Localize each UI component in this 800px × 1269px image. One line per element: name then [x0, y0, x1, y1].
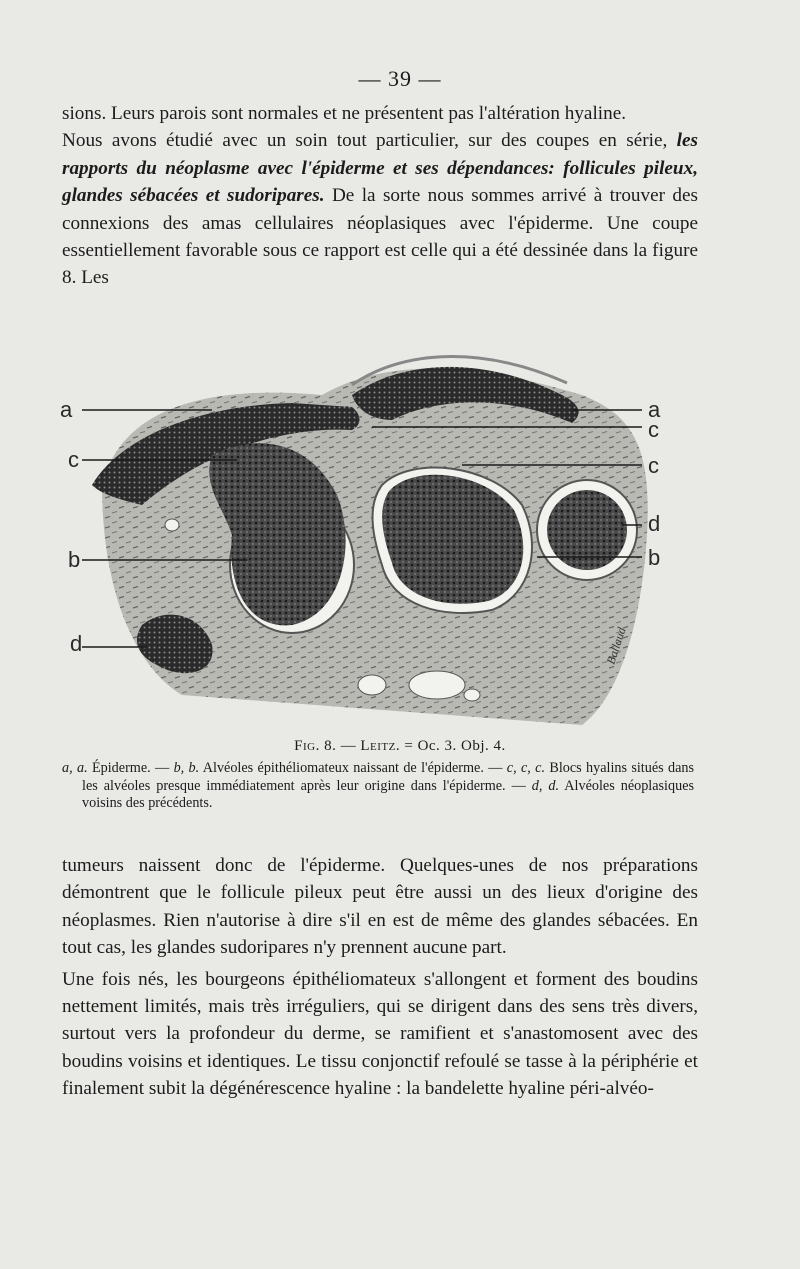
paragraph-bourgeons: Une fois nés, les bourgeons épithéliomateux s'allongent et forment des boudins nettement limités, mais très irréguliers, qui se dirigent dans des sens très divers, surtout vers la profondeur du derme, se ramifient et s'anastomosent avec des boudins voisins et identiques. Le tissu conjonctif refoulé se tasse à la périphérie et finalement subit la dégénérescence hyaline : la bandelette hyaline péri-alvéo-	[62, 968, 698, 1100]
legend-text-d: Alvéoles néoplasiques voisins des précédents.	[82, 777, 695, 811]
paragraph-continuation: sions. Leurs parois sont normales et ne présentent pas l'altération hyaline.	[62, 103, 627, 124]
legend-text-b: Alvéoles épithéliomateux naissant de l'épiderme. —	[199, 760, 507, 776]
label-b-left: b	[68, 547, 81, 572]
label-b-right: b	[648, 545, 661, 570]
legend-text-a: Épiderme. —	[87, 760, 174, 776]
figure-8-illustration	[62, 335, 698, 730]
top-text-block	[62, 100, 698, 292]
caption-dash: —	[336, 738, 361, 754]
paragraph-rapports	[62, 127, 698, 291]
label-d-right: d	[648, 511, 661, 536]
label-d-left: d	[70, 631, 83, 656]
figure-caption-title	[0, 738, 800, 755]
label-a-right: a	[648, 397, 661, 422]
paragraph-rapports-start: Nous avons étudié avec un soin tout particulier, sur des coupes en série,	[62, 130, 677, 152]
bottom-text-block	[62, 852, 698, 1103]
caption-lens: = Oc. 3. Obj. 4.	[400, 738, 506, 754]
figure-caption-legend	[62, 760, 694, 813]
alveolus-right	[547, 490, 627, 570]
label-c-left: c	[68, 447, 79, 472]
legend-text-c: Blocs hyalins situés dans les alvéoles presque immédiatement après leur origine dans l'épiderme. —	[82, 760, 695, 794]
legend-key-a: a, a.	[62, 760, 88, 776]
legend-key-d: d, d.	[531, 777, 560, 794]
histology-drawing	[62, 335, 698, 730]
page-number: — 39 —	[358, 66, 442, 91]
caption-fig: Fig. 8.	[294, 738, 337, 754]
artist-signature: Ballaud	[603, 625, 629, 666]
paragraph-tumeurs: tumeurs naissent donc de l'épiderme. Quelques-unes de nos préparations démontrent que le follicule pileux peut être aussi un des lieux d'origine des néoplasmes. Rien n'autorise à dire s'il en est de même des glandes sébacées. En tout cas, les glandes sudoripares n'y prennent aucune part.	[62, 855, 698, 959]
paragraph-rapports-italic: les rapports du néoplasme avec l'épiderme et ses dépendances: follicules pileux, glandes sébacées et sudoripares.	[62, 130, 698, 207]
legend-key-b: b, b.	[173, 760, 200, 776]
paragraph-rapports-end: De la sorte nous sommes arrivé à trouver des connexions des amas cellulaires néoplasiques avec l'épiderme. Une coupe essentiellement favorable sous ce rapport est celle qui a été dessinée dans la figure 8. Les	[62, 185, 698, 289]
label-a-left: a	[60, 397, 73, 422]
label-c-right-2: c	[648, 453, 659, 478]
legend-key-c: c, c, c.	[506, 760, 546, 776]
caption-leitz: Leitz.	[360, 738, 401, 754]
label-c-right-1: c	[648, 417, 659, 442]
